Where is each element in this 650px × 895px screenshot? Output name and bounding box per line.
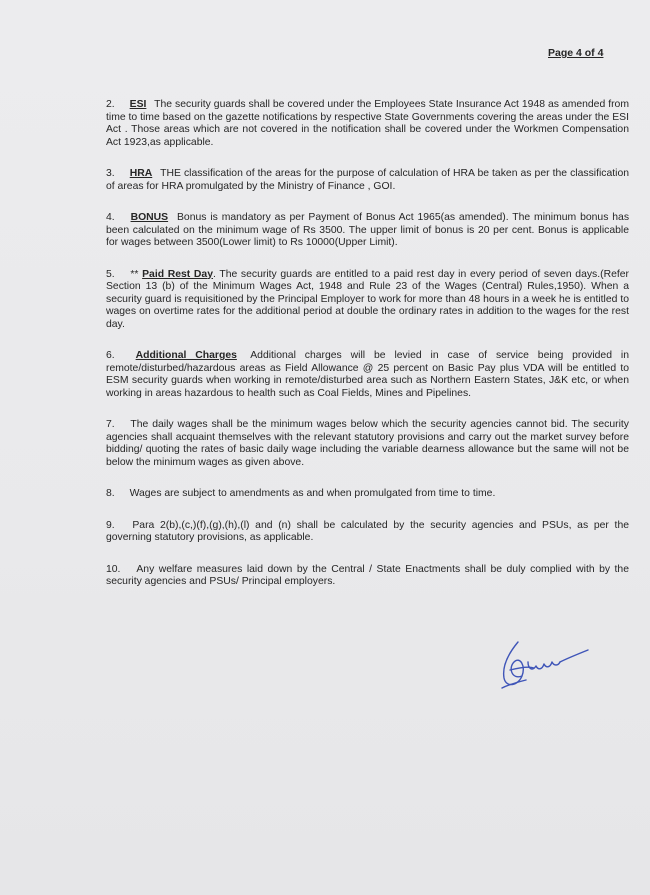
paragraph-number: 7.	[106, 419, 115, 430]
paragraph-text: THE classification of the areas for the purpose of calculation of HRA be taken as per the classification of areas for HRA promulgated by the Ministry of Finance , GOI.	[106, 168, 630, 192]
paragraph-number: 5.	[106, 268, 115, 280]
paragraph-prefix: **	[130, 268, 139, 280]
signature-icon	[498, 636, 590, 692]
paragraph-para-calculation	[106, 520, 629, 545]
paragraph-welfare-measures	[106, 564, 629, 589]
paragraph-number: 6.	[106, 350, 115, 361]
paragraph-heading: HRA	[129, 168, 153, 179]
document-body	[106, 99, 629, 608]
paragraph-esi	[106, 99, 629, 149]
paragraph-text: Any welfare measures laid down by the Central / State Enactments shall be duly complied with by the security agencies and PSUs/ Principal employers.	[106, 563, 629, 587]
paragraph-additional-charges	[106, 350, 629, 400]
paragraph-heading: BONUS	[130, 212, 169, 223]
paragraph-number: 4.	[106, 212, 115, 223]
paragraph-text: Bonus is mandatory as per Payment of Bonus Act 1965(as amended). The minimum bonus has been calculated on the minimum wage of Rs 3500. The upper limit of bonus is 20 per cent. Bonus is applicable for wages between 3500(Lower limit) to Rs 10000(Upper Limit).	[106, 212, 630, 248]
paragraph-text: The security guards shall be covered under the Employees State Insurance Act 1948 as amended from time to time based on the gazette notifications by respective State Governments covering the areas under the ESI Act . Those areas which are not covered in the notification shall be covered under the Workmen Compensation Act 1923,as applicable.	[106, 99, 629, 148]
paragraph-text: . The security guards are entitled to a paid rest day in every period of seven days.(Refer Section 13 (b) of the Minimum Wages Act, 1948 and Rule 23 of the Wages (Central) Rules,1950). When a security guard is requisitioned by the Principal Employer to work for more than 48 hours in a week he is entitled to wages on overtime rates for the additional period at double the ordinary rates in addition to the wages for the rest day.	[106, 268, 629, 330]
paragraph-text: Additional charges will be levied in case of service being provided in remote/disturbed/hazardous areas as Field Allowance @ 25 percent on Basic Pay plus VDA will be entitled to ESM security guards when working in remote/disturbed area such as Northern Eastern States, J&K etc, or when working in areas hazardous to health such as Coal Fields, Mines and Pipelines.	[106, 350, 629, 399]
paragraph-heading: Additional Charges	[135, 350, 237, 361]
paragraph-text: Para 2(b),(c,)(f),(g),(h),(l) and (n) shall be calculated by the security agencies and PSUs, as per the governing statutory provisions, as applicable.	[106, 519, 629, 543]
paragraph-number: 9.	[106, 519, 115, 531]
paragraph-daily-wages	[106, 419, 629, 469]
page-number: Page 4 of 4	[548, 47, 604, 59]
paragraph-number: 10.	[106, 563, 121, 575]
paragraph-number: 8.	[106, 488, 115, 499]
paragraph-text: Wages are subject to amendments as and when promulgated from time to time.	[129, 488, 496, 499]
paragraph-number: 2.	[106, 99, 115, 110]
paragraph-heading: Paid Rest Day	[142, 268, 213, 280]
paragraph-number: 3.	[106, 168, 115, 179]
paragraph-heading: ESI	[129, 99, 147, 110]
paragraph-paid-rest-day	[106, 269, 629, 332]
paragraph-amendments	[106, 488, 629, 501]
paragraph-hra	[106, 168, 629, 193]
paragraph-bonus	[106, 212, 629, 250]
paragraph-text: The daily wages shall be the minimum wages below which the security agencies cannot bid. The security agencies shall acquaint themselves with the relevant statutory provisions and carry out the market survey before bidding/ quoting the rates of basic daily wage including the variable dearness allowance but the same will not be below the minimum wages as given above.	[106, 419, 629, 468]
